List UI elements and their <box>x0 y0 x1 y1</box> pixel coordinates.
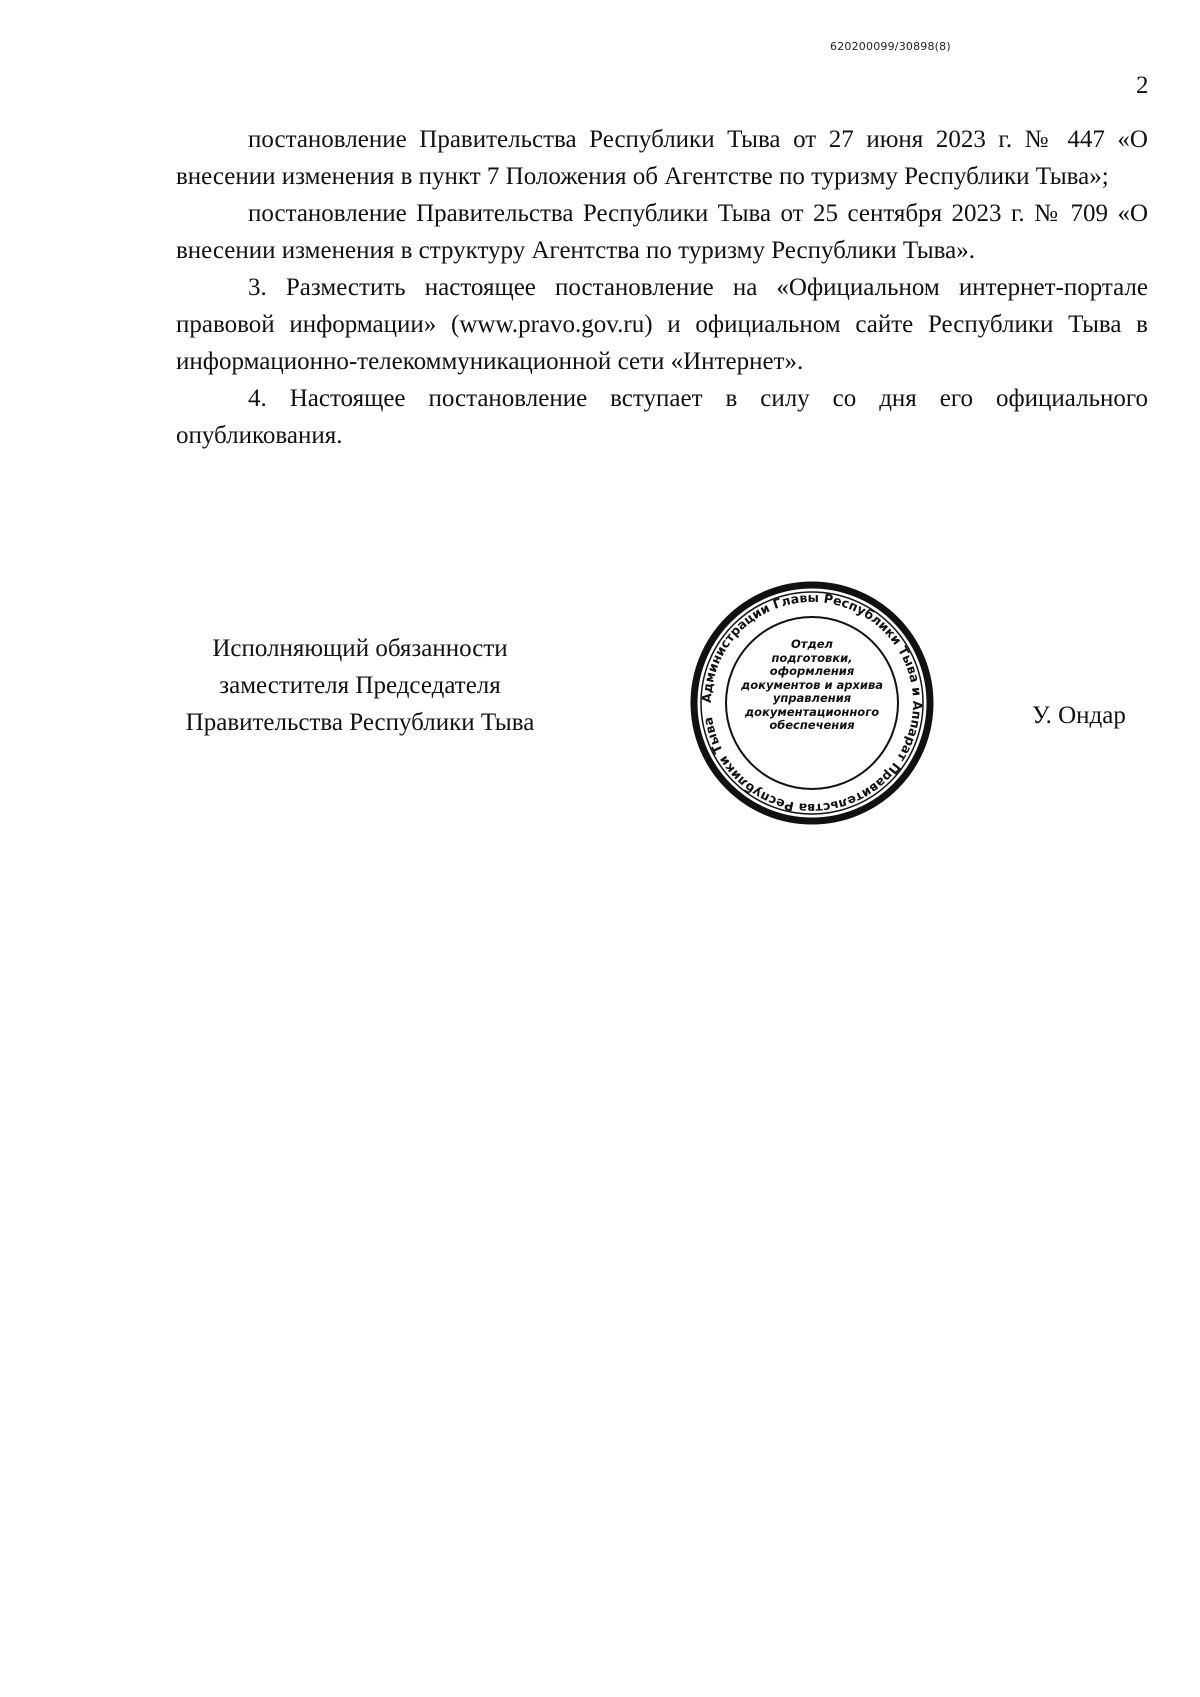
signatory-title-line: Исполняющий обязанности <box>212 635 508 662</box>
signatory-title-line: Правительства Республики Тыва <box>185 709 535 736</box>
stamp-center-line: обеспечения <box>769 718 855 732</box>
stamp-center-line: документационного <box>744 704 880 719</box>
page-number: 2 <box>1136 72 1149 99</box>
paragraph-entry-into-force: 4. Настоящее постановление вступает в силу со дня его официального опубликования. <box>176 385 1148 449</box>
signatory-name: У. Ондар <box>1032 702 1126 729</box>
document-id: 620200099/30898(8) <box>830 40 951 53</box>
stamp-center-line: оформления <box>769 664 855 678</box>
stamp-center-line: управления <box>772 691 852 705</box>
paragraph-publication-clause: 3. Разместить настоящее постановление на «Официальном интернет-портале правовой информации» (www.pravo.gov.ru) и официальном сайте Республики Тыва в информационно-телекоммуникационной сети «Интернет». <box>176 274 1148 375</box>
stamp-ring-text: Администрации Главы Республики Тыва и Аппарат Правительства Республики Тыва <box>698 589 926 817</box>
document-body <box>176 121 1148 454</box>
paragraph-resolution-709: постановление Правительства Республики Тыва от 25 сентября 2023 г. № 709 «О внесении изменения в структуру Агентства по туризму Республики Тыва». <box>176 200 1148 264</box>
stamp-center-line: документов и архива <box>740 677 884 692</box>
stamp-center-text <box>735 638 889 733</box>
signatory-title-line: заместителя Председателя <box>219 672 501 699</box>
stamp-center-line: Отдел <box>791 637 833 651</box>
paragraph-resolution-447: постановление Правительства Республики Тыва от 27 июня 2023 г. № 447 «О внесении изменения в пункт 7 Положения об Агентстве по туризму Республики Тыва»; <box>176 126 1148 190</box>
signatory-title <box>150 630 570 741</box>
official-stamp <box>687 578 937 828</box>
stamp-center-line: подготовки, <box>771 650 853 665</box>
